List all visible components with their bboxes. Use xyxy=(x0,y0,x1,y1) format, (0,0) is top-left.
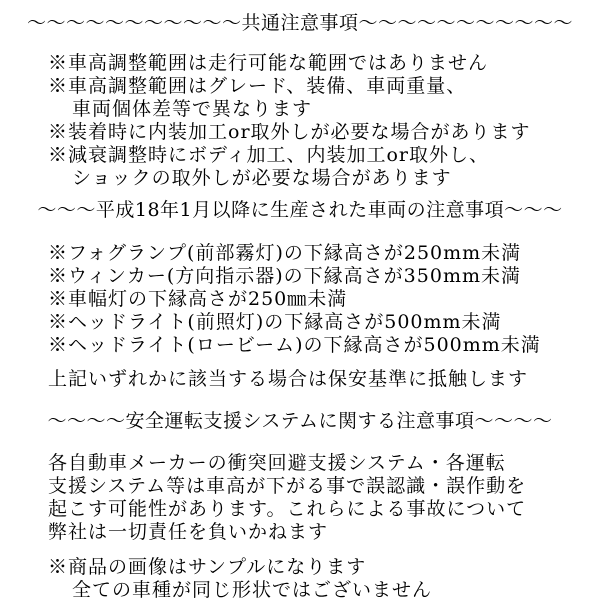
section-adas-notes xyxy=(0,556,600,600)
note-line: ※装着時に内装加工or取外しが必要な場合があります xyxy=(48,121,531,143)
h18-conclusion-line: 上記いずれかに該当する場合は保安基準に抵触します xyxy=(48,368,529,390)
paragraph-line: 支援システム等は車高が下がる事で誤認識・誤作動を xyxy=(48,475,527,497)
note-line: ※商品の画像はサンプルになります xyxy=(48,556,367,578)
section-adas-paragraph xyxy=(0,452,600,544)
note-line: ※ウィンカー(方向指示器)の下縁高さが350mm未満 xyxy=(48,265,521,287)
note-line: ※フォグランプ(前部霧灯)の下縁高さが250mm未満 xyxy=(48,242,522,264)
note-line: ※車高調整範囲は走行可能な範囲ではありません xyxy=(48,52,489,74)
note-line-continuation: 車両個体差等で異なります xyxy=(72,98,313,120)
section-common-notes xyxy=(0,52,600,190)
note-line: ※車幅灯の下縁高さが250㎜未満 xyxy=(48,288,348,310)
paragraph-line: 各自動車メーカーの衝突回避支援システム・各運転 xyxy=(48,452,506,474)
section-title-common-notes: ～～～～～～～～～～～共通注意事項～～～～～～～～～～～ xyxy=(26,12,573,34)
section-title-h18-vehicles: ～～～平成18年1月以降に生産された車両の注意事項～～～ xyxy=(37,199,563,221)
note-line: ※減衰調整時にボディ加工、内装加工or取外し、 xyxy=(48,144,490,166)
note-line-continuation: 全ての車種が同じ形状ではございません xyxy=(72,579,433,600)
note-line: ※車高調整範囲はグレード、装備、車両重量、 xyxy=(48,75,467,97)
note-line: ※ヘッドライト(ロービーム)の下縁高さが500mm未満 xyxy=(48,334,541,356)
section-h18-notes xyxy=(0,242,600,357)
section-title-driving-assist: ～～～～安全運転支援システムに関する注意事項～～～～ xyxy=(47,410,553,432)
paragraph-line: 起こす可能性があります。これらによる事故について xyxy=(48,498,527,520)
note-line-continuation: ショックの取外しが必要な場合があります xyxy=(72,167,452,189)
note-line: ※ヘッドライト(前照灯)の下縁高さが500mm未満 xyxy=(48,311,502,333)
paragraph-line: 弊社は一切責任を負いかねます xyxy=(48,521,329,543)
